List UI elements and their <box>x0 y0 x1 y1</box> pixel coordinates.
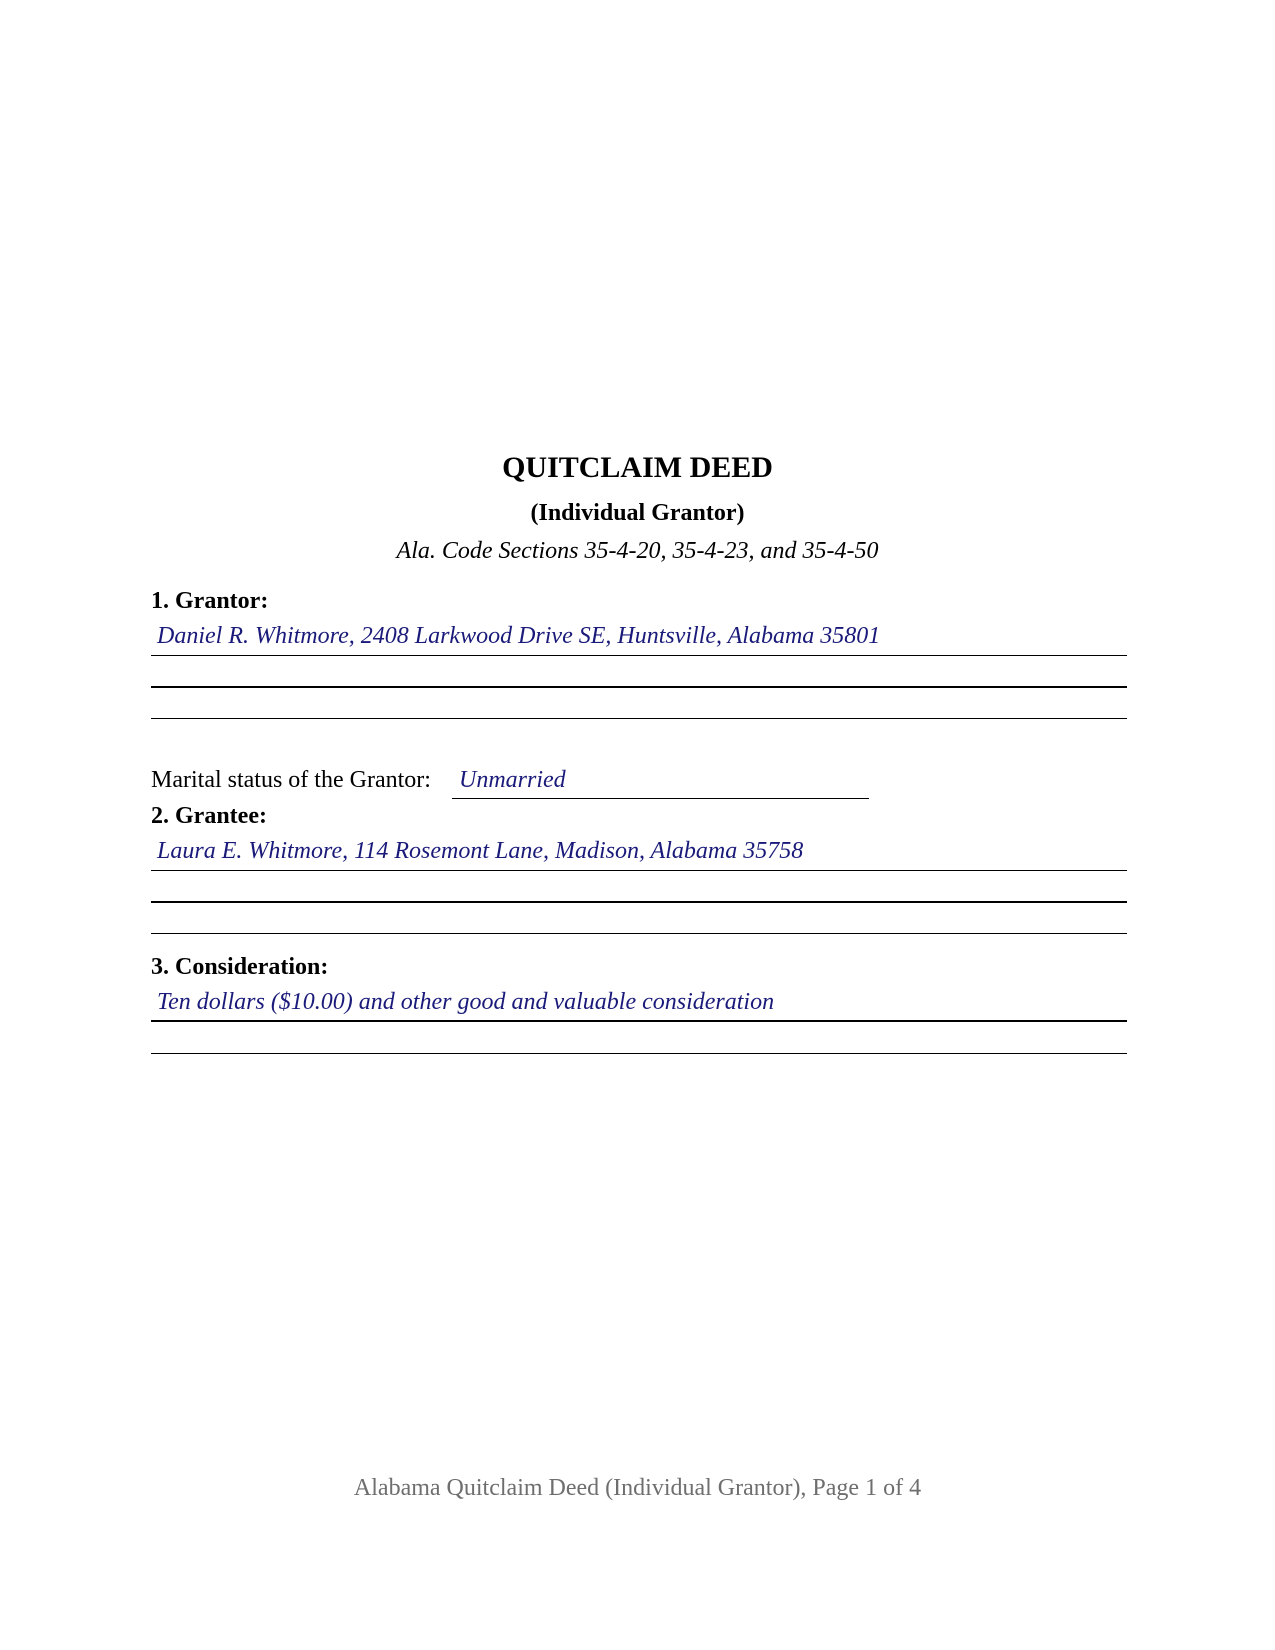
consideration-field[interactable]: Ten dollars ($10.00) and other good and valuable consideration <box>157 989 775 1015</box>
marital-status-label: Marital status of the Grantor: <box>151 767 431 793</box>
consideration-line-2 <box>151 1053 1127 1054</box>
grantor-line-1 <box>151 655 1127 656</box>
document-title: QUITCLAIM DEED <box>502 451 773 484</box>
grantor-line-3 <box>151 718 1127 719</box>
statute-citation: Ala. Code Sections 35-4-20, 35-4-23, and 35-4-50 <box>396 538 879 564</box>
marital-status-line <box>452 798 869 799</box>
consideration-line-1 <box>151 1020 1127 1022</box>
grantor-heading: 1. Grantor: <box>151 588 269 614</box>
grantee-line-3 <box>151 933 1127 934</box>
grantee-heading: 2. Grantee: <box>151 803 267 829</box>
grantee-field[interactable]: Laura E. Whitmore, 114 Rosemont Lane, Madison, Alabama 35758 <box>157 838 804 864</box>
page-footer: Alabama Quitclaim Deed (Individual Grantor), Page 1 of 4 <box>353 1475 922 1501</box>
marital-status-field[interactable]: Unmarried <box>459 767 566 793</box>
grantee-line-2 <box>151 901 1127 903</box>
document-subtitle: (Individual Grantor) <box>530 500 745 526</box>
grantor-field[interactable]: Daniel R. Whitmore, 2408 Larkwood Drive SE, Huntsville, Alabama 35801 <box>157 623 881 649</box>
consideration-heading: 3. Consideration: <box>151 954 329 980</box>
grantor-line-2 <box>151 686 1127 688</box>
grantee-line-1 <box>151 870 1127 871</box>
